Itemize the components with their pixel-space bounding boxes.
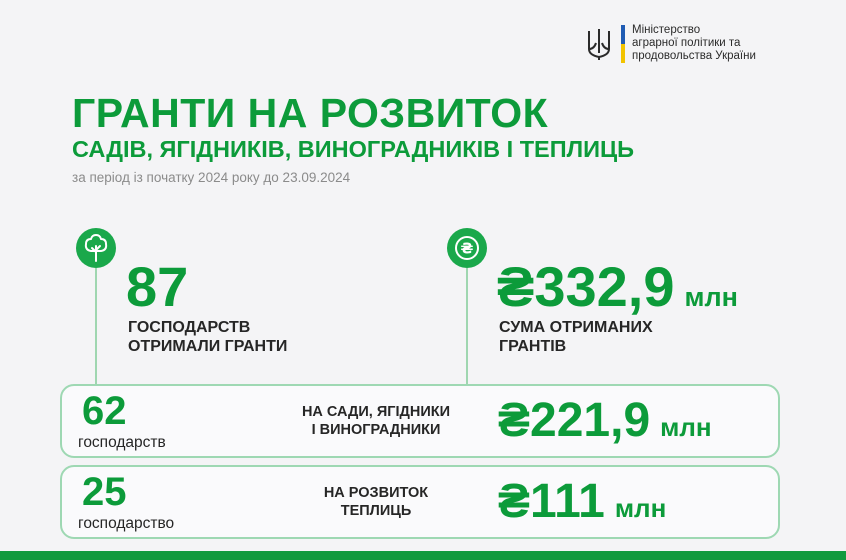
period-subtitle: за період із початку 2024 року до 23.09.2024 — [72, 170, 351, 185]
hryvnia-coin-icon — [447, 228, 487, 268]
card-count: 25 — [82, 470, 127, 514]
farms-count: 87 — [126, 255, 189, 318]
card-amount-unit: млн — [660, 412, 712, 442]
connector-line — [95, 268, 97, 386]
ministry-logo — [586, 24, 756, 63]
breakdown-card-orchards — [60, 384, 780, 458]
tree-icon — [76, 228, 116, 268]
card-category: НА САДИ, ЯГІДНИКИ І ВИНОГРАДНИКИ — [301, 404, 451, 438]
total-sum-unit: млн — [684, 282, 738, 312]
card-amount-unit: млн — [614, 493, 667, 523]
card-count: 62 — [82, 389, 127, 433]
total-sum-value: ₴332,9 — [497, 255, 675, 318]
page-title: ГРАНТИ НА РОЗВИТОК — [72, 90, 549, 136]
flag-bar — [621, 25, 625, 63]
page-title-line2: САДІВ, ЯГІДНИКІВ, ВИНОГРАДНИКІВ І ТЕПЛИЦЬ — [72, 136, 635, 162]
card-count-label: господарство — [78, 515, 175, 532]
card-amount — [498, 394, 712, 447]
svg-text:₴: ₴ — [460, 239, 474, 258]
card-amount — [498, 475, 667, 528]
card-amount-value: ₴221,9 — [498, 394, 651, 447]
total-sum-label: СУМА ОТРИМАНИХ ГРАНТІВ — [499, 319, 653, 355]
card-category: НА РОЗВИТОК ТЕПЛИЦЬ — [323, 485, 429, 519]
total-sum — [497, 255, 738, 318]
ministry-name: Міністерство аграрної політики та продовольства України — [632, 24, 756, 62]
trident-icon — [586, 27, 612, 61]
bottom-accent-bar — [0, 551, 846, 560]
breakdown-card-greenhouses — [60, 465, 780, 539]
farms-label: ГОСПОДАРСТВ ОТРИМАЛИ ГРАНТИ — [128, 319, 288, 355]
connector-line — [466, 268, 468, 386]
card-amount-value: ₴111 — [498, 475, 605, 528]
card-count-label: господарств — [78, 434, 166, 451]
